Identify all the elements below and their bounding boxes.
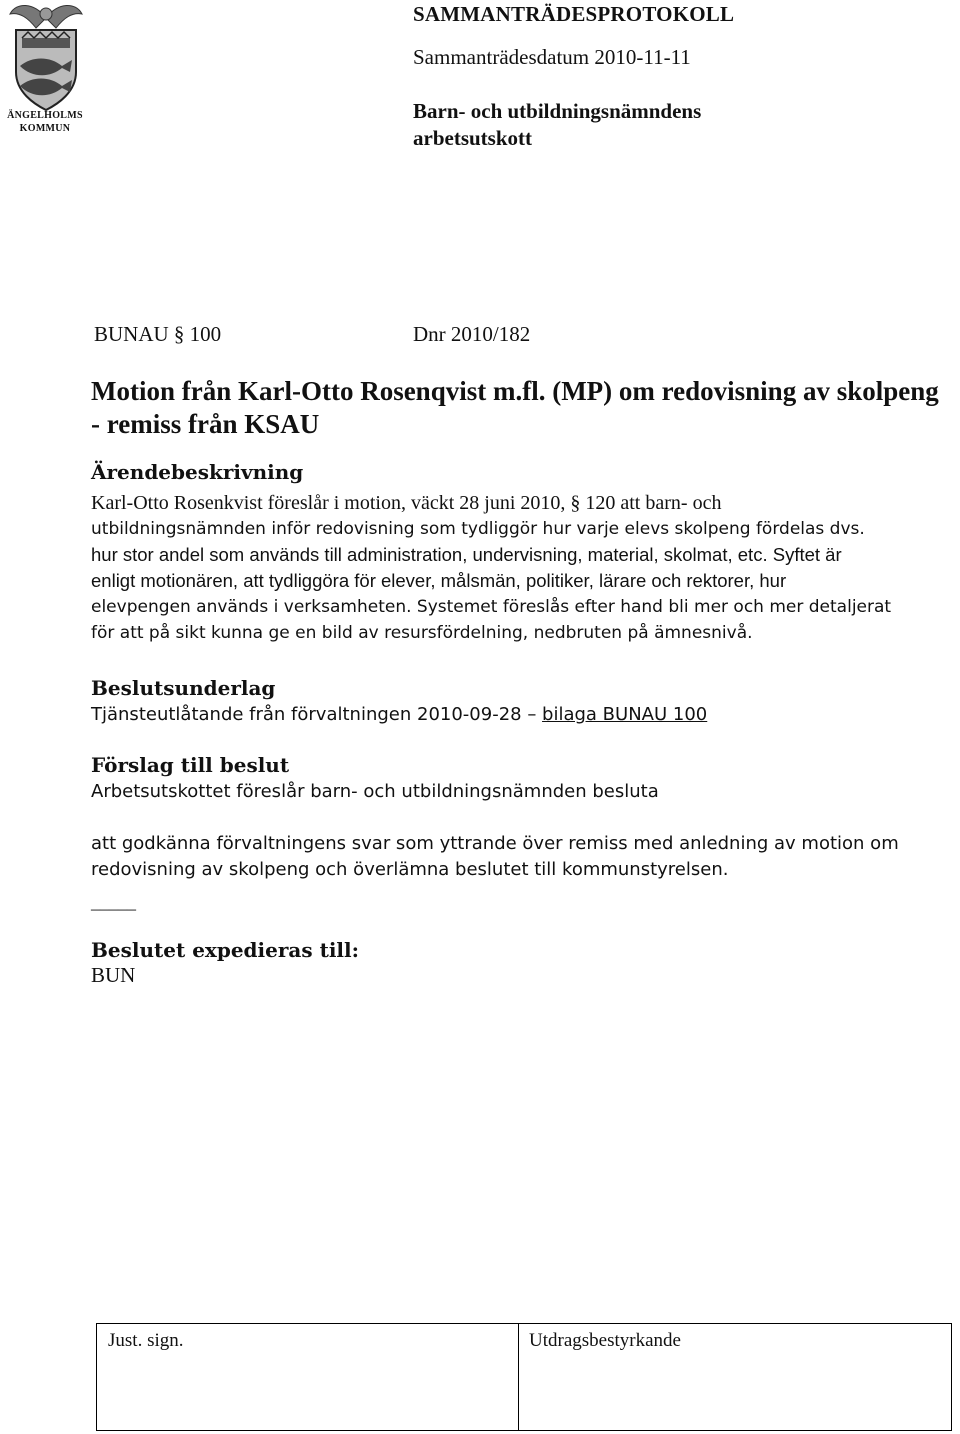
dispatch-heading: Beslutet expedieras till:: [91, 938, 359, 962]
decision-line: att godkänna förvaltningens svar som yttrande över remiss med anledning av motion om: [91, 833, 899, 854]
decision-text: [91, 831, 951, 883]
description-line: hur stor andel som används till administration, undervisning, material, skolmat, etc. Syftet är: [91, 544, 842, 565]
attachment-link[interactable]: bilaga BUNAU 100: [542, 704, 708, 725]
separator-line: _____: [91, 892, 136, 912]
proposal-heading: Förslag till beslut: [91, 753, 290, 777]
decision-line: redovisning av skolpeng och överlämna beslutet till kommunstyrelsen.: [91, 859, 729, 880]
logo-text-line1: ÄNGELHOLMS: [7, 110, 83, 121]
signature-divider: [518, 1324, 519, 1430]
just-sign-label: Just. sign.: [108, 1330, 184, 1351]
certification-label: Utdragsbestyrkande: [529, 1330, 681, 1351]
description-body: [91, 490, 951, 646]
basis-description: Tjänsteutlåtande från förvaltningen 2010-09-28 –: [91, 704, 543, 725]
dispatch-recipient: BUN: [91, 963, 136, 987]
description-heading: Ärendebeskrivning: [91, 460, 304, 484]
committee-name: Barn- och utbildningsnämndens arbetsutskott: [413, 99, 702, 150]
meeting-date: Sammanträdesdatum 2010-11-11: [413, 45, 691, 69]
protocol-title: SAMMANTRÄDESPROTOKOLL: [413, 2, 735, 26]
registration-number: Dnr 2010/182: [413, 322, 531, 346]
basis-text: [91, 702, 707, 728]
case-title: Motion från Karl-Otto Rosenqvist m.fl. (MP) om redovisning av skolpeng - remiss från KSAU: [91, 376, 939, 439]
basis-heading: Beslutsunderlag: [91, 676, 276, 700]
description-line: enligt motionären, att tydliggöra för elever, målsmän, politiker, lärare och rektorer, hur: [91, 570, 787, 591]
description-line: elevpengen används i verksamheten. Systemet föreslås efter hand bli mer och mer detaljerat: [91, 597, 892, 617]
description-line: utbildningsnämnden inför redovisning som tydliggör hur varje elevs skolpeng fördelas dvs.: [91, 519, 865, 539]
description-line: för att på sikt kunna ge en bild av resursfördelning, nedbruten på ämnesnivå.: [91, 623, 753, 643]
case-number: BUNAU § 100: [94, 322, 222, 346]
logo-text-line2: KOMMUN: [19, 123, 71, 134]
coat-of-arms-icon: [6, 0, 86, 112]
description-line: Karl-Otto Rosenkvist föreslår i motion, väckt 28 juni 2010, § 120 att barn- och: [91, 492, 722, 514]
proposal-text: Arbetsutskottet föreslår barn- och utbildningsnämnden besluta: [91, 781, 659, 802]
signature-box: [96, 1323, 952, 1431]
